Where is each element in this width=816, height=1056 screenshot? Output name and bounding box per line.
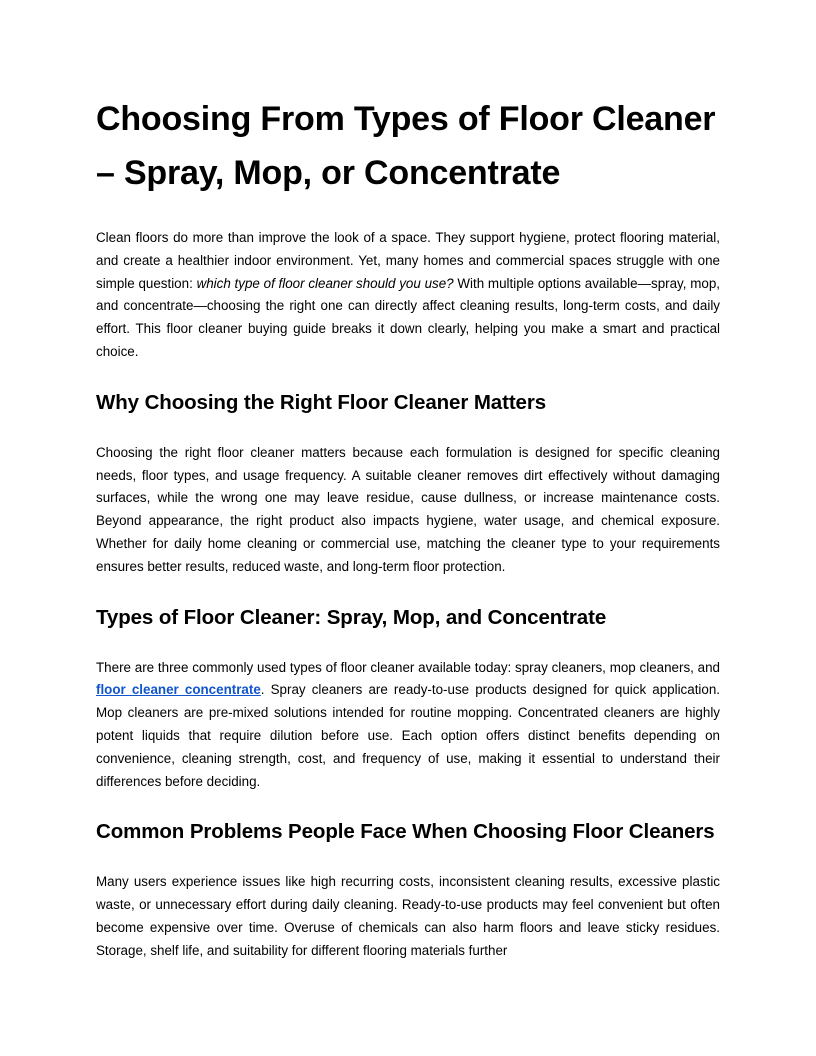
section-heading-types: Types of Floor Cleaner: Spray, Mop, and Concentrate bbox=[96, 605, 607, 629]
intro-text-end: With multiple options available—spray, mop, and concentrate—choosing the right one can directly affect cleaning results, long-term costs, and daily effort. This floor cleaner buying guide breaks it down clearly, helping you make a smart and practical choice. bbox=[96, 275, 720, 359]
section-heading-why: Why Choosing the Right Floor Cleaner Matters bbox=[96, 390, 547, 414]
floor-cleaner-concentrate-link[interactable]: floor cleaner concentrate bbox=[96, 682, 261, 698]
types-text-end: . Spray cleaners are ready-to-use products designed for quick application. Mop cleaners are pre-mixed solutions intended for routine mopping. Concentrated cleaners are highly potent liquids that require dilution before use. Each option offers distinct benefits depending on convenience, cleaning strength, cost, and frequency of use, making it essential to understand their differences before deciding. bbox=[96, 682, 721, 789]
section-heading-problems: Common Problems People Face When Choosing Floor Cleaners bbox=[96, 820, 715, 844]
section-body-why: Choosing the right floor cleaner matters because each formulation is designed for specific cleaning needs, floor types, and usage frequency. A suitable cleaner removes dirt effectively without damaging surfaces, while the wrong one may leave residue, cause dullness, or increase maintenance costs. Beyond appearance, the right product also impacts hygiene, water usage, and chemical exposure. Whether for daily home cleaning or commercial use, matching the cleaner type to your requirements ensures better results, reduced waste, and long-term floor protection. bbox=[96, 444, 720, 574]
page-title: Choosing From Types of Floor Cleaner – Spray, Mop, or Concentrate bbox=[96, 100, 716, 192]
intro-question: which type of floor cleaner should you use? bbox=[196, 275, 454, 291]
intro-text-start: Clean floors do more than improve the look of a space. They support hygiene, protect flooring material, and create a healthier indoor environment. Yet, many homes and commercial spaces struggle with one simple question: bbox=[96, 230, 720, 291]
types-text-start: There are three commonly used types of floor cleaner available today: spray cleaners, mop cleaners, and bbox=[96, 659, 720, 675]
section-body-problems: Many users experience issues like high recurring costs, inconsistent cleaning results, excessive plastic waste, or unnecessary effort during daily cleaning. Ready-to-use products may feel convenient but often become expensive over time. Overuse of chemicals can also harm floors and leave sticky residues. Storage, shelf life, and suitability for different flooring materials further bbox=[96, 874, 720, 958]
section-body-types bbox=[96, 657, 720, 794]
intro-paragraph bbox=[96, 227, 720, 364]
document-page bbox=[96, 92, 720, 989]
